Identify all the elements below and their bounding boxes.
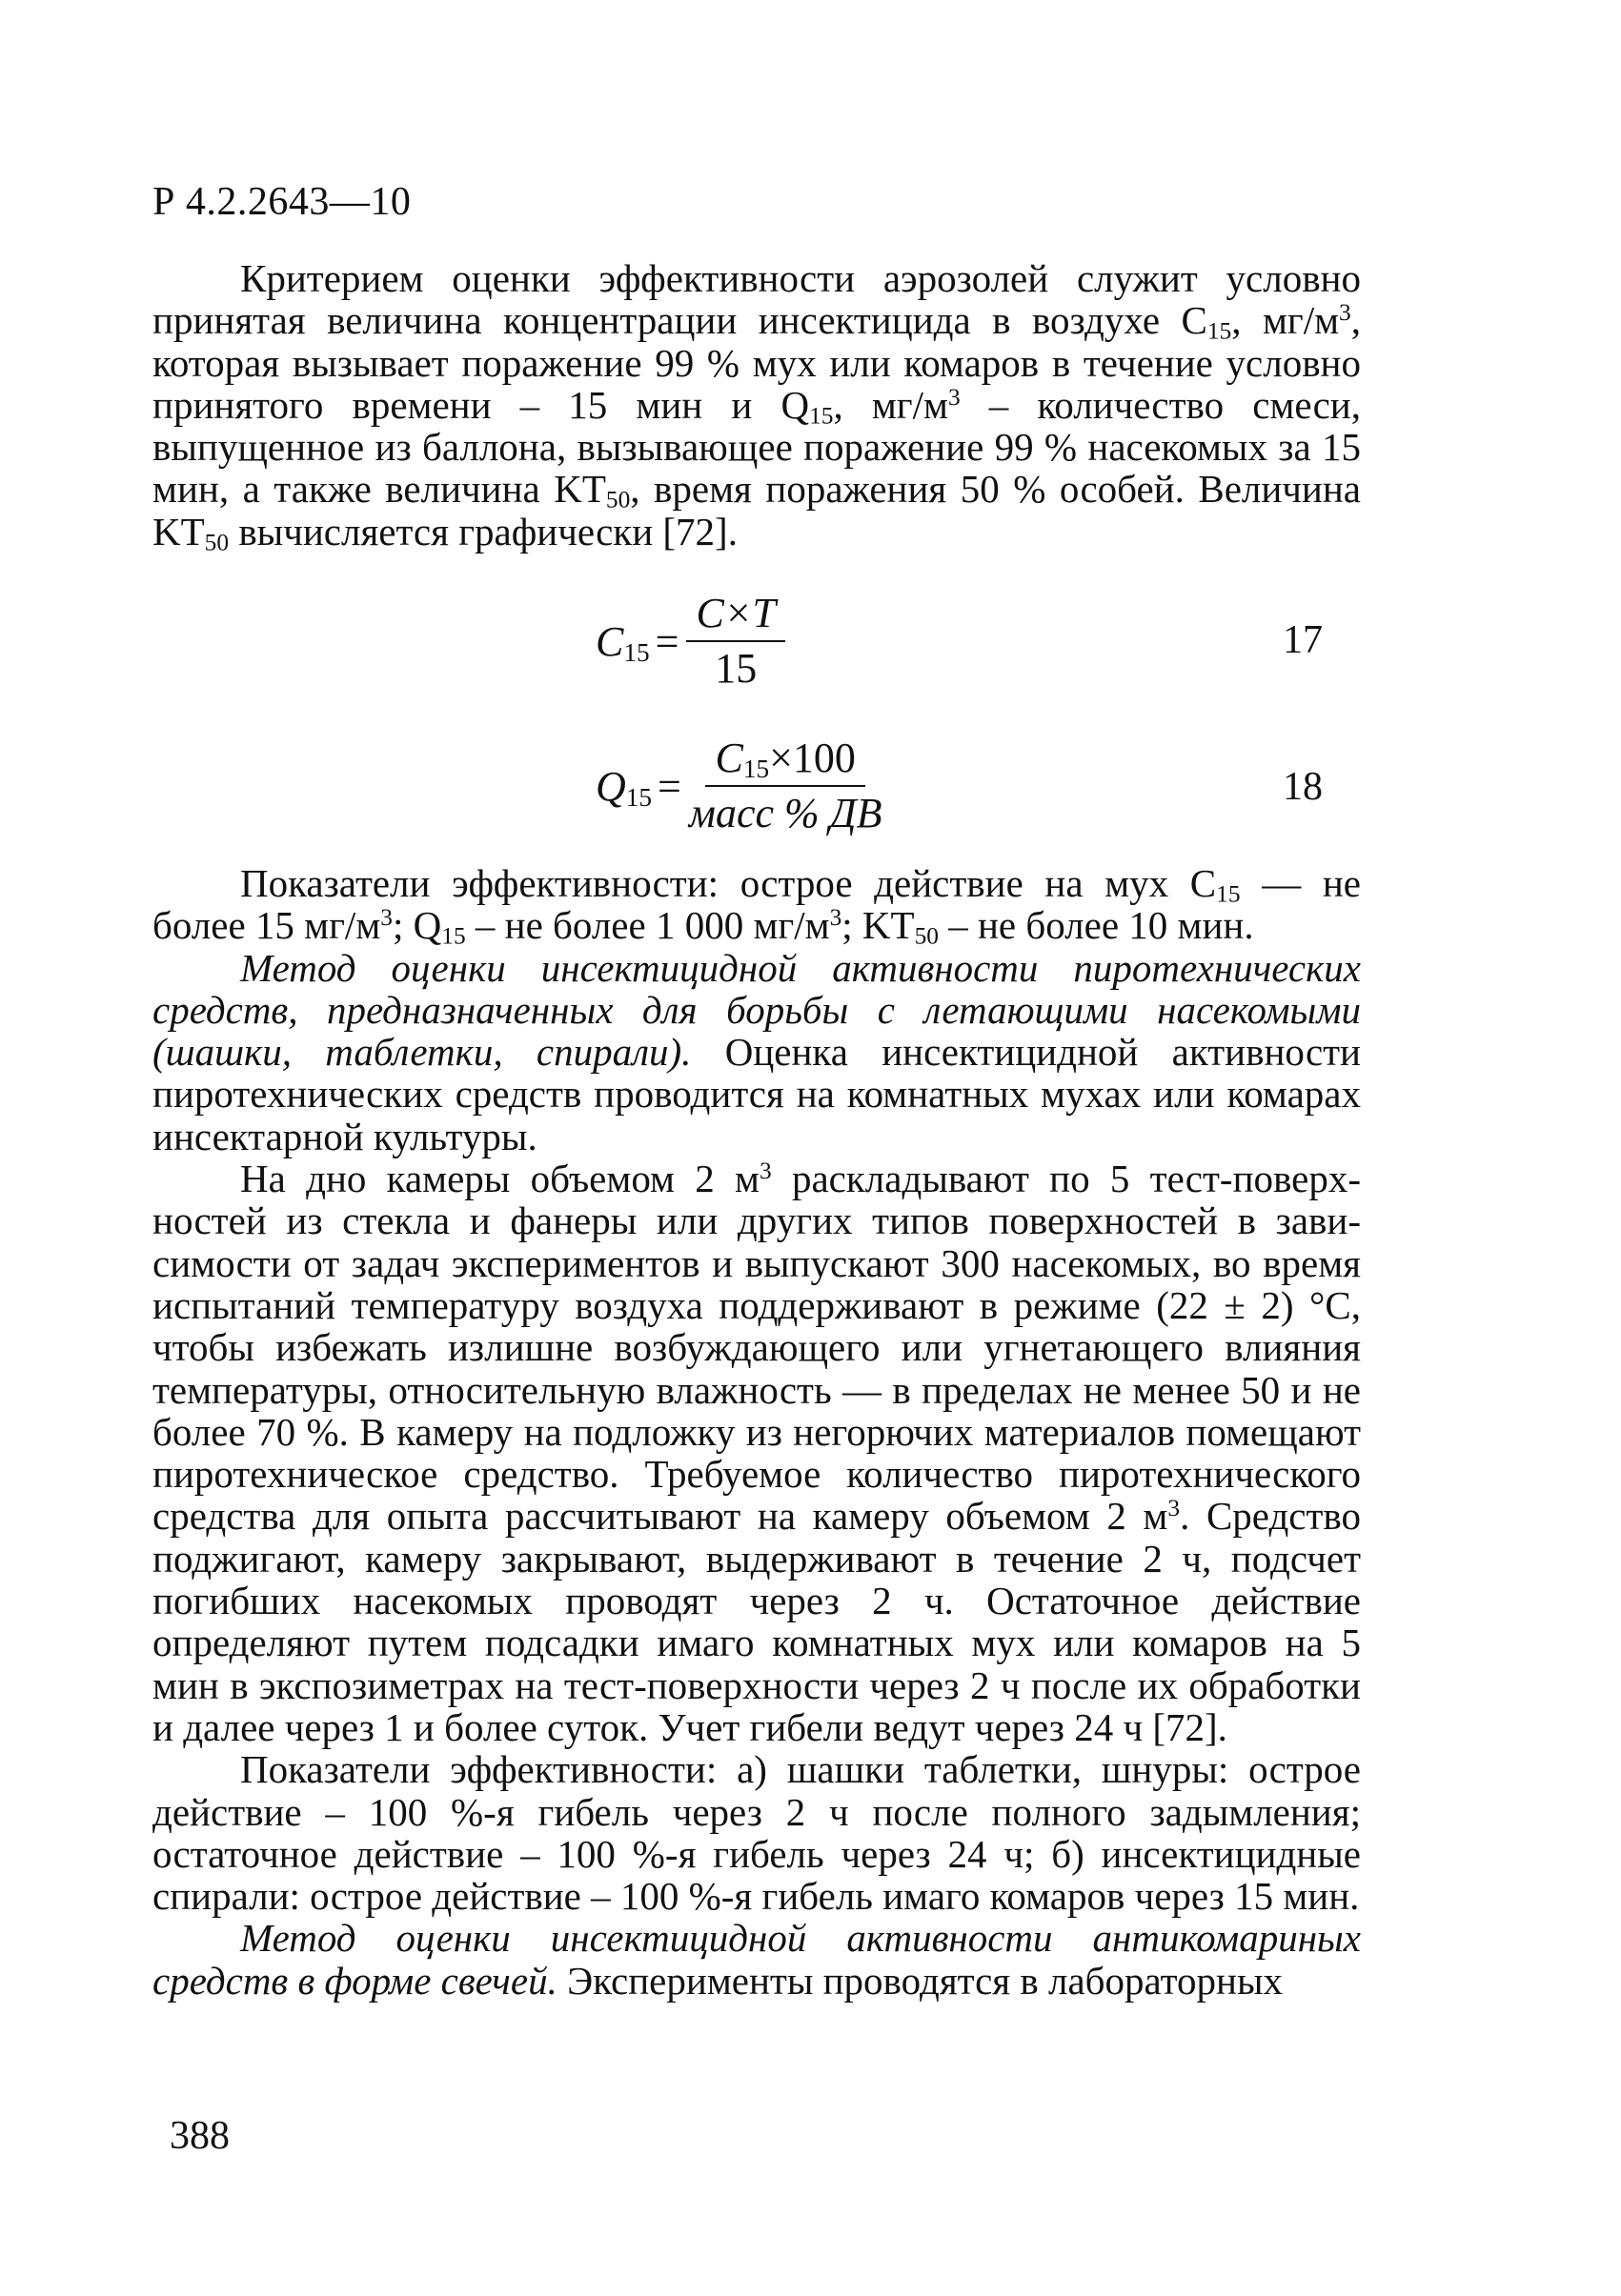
superscript: 3 bbox=[1339, 299, 1351, 327]
text-run: На дно камеры объемом 2 м bbox=[240, 1157, 760, 1201]
text-run: , которая вызывает поражение 99 % мух или комаров в течение условно принятого времени – 15 мин и Q bbox=[152, 298, 1361, 427]
text-run: Эксперименты проводятся в лабораторных bbox=[557, 1958, 1284, 2003]
superscript: 3 bbox=[760, 1158, 772, 1185]
formula-numerator: $C_{15}\times 100$ bbox=[705, 735, 864, 787]
text-run: вычисляется графически [72]. bbox=[229, 509, 738, 554]
superscript: 3 bbox=[380, 904, 393, 932]
method-title-candles: Метод оценки инсектицидной активности антикомариных средств в форме свечей. bbox=[152, 1916, 1361, 2003]
paragraph-chamber-procedure bbox=[152, 1158, 1361, 1748]
formula-numerator: C×T bbox=[686, 591, 785, 642]
method-title-pyrotechnic: Метод оценки инсектицидной активности пиротехнических средств, предназначенных для борьбы с летающими насекомыми (шашки, таблетки, спирали). bbox=[152, 945, 1361, 1075]
document-code-header: Р 4.2.2643—10 bbox=[152, 180, 412, 224]
text-run: ; KT bbox=[841, 903, 915, 948]
paragraph-criterion bbox=[152, 256, 1362, 556]
text-run: – не более 10 мин. bbox=[938, 903, 1254, 948]
subscript: 15 bbox=[1206, 317, 1232, 345]
subscript: 15 bbox=[441, 922, 466, 950]
formula-fraction bbox=[686, 591, 785, 692]
formula-denominator: 15 bbox=[715, 645, 758, 692]
text-run: , мг/м bbox=[1231, 298, 1340, 343]
paragraph-efficiency-pyrotechnic: Показатели эффективности: а) шашки таблетки, шнуры: острое действие – 100 %-я гибель через 2 ч после полного задымления; остаточное действие – 100 %-я гибель через 24 ч; б) инсектицидные спирали: острое действие – 100 %-я гибель имаго комаров через 15 мин. bbox=[152, 1747, 1361, 1919]
paragraph-pyrotechnic-method bbox=[152, 947, 1361, 1158]
formula-17 bbox=[596, 591, 785, 692]
text-block-top bbox=[152, 256, 1362, 556]
superscript: 3 bbox=[947, 383, 961, 411]
formula-equals: = bbox=[655, 617, 679, 665]
text-run: Критерием оценки эффективности аэрозолей служит условно принятая величина концентрации инсектицида в воздухе C bbox=[152, 256, 1361, 343]
formula-fraction bbox=[689, 735, 882, 836]
text-run: ; Q bbox=[392, 903, 442, 948]
formula-18 bbox=[596, 735, 882, 836]
subscript: 50 bbox=[914, 922, 939, 950]
text-run: Оценка инсектицидной активности пиротехнических средств проводится на комнатных мухах или комарах инсектарной культуры. bbox=[152, 1030, 1361, 1158]
text-run: . Средство поджигают, камеру закрывают, выдерживают в течение 2 ч, подсчет погибших насекомых проводят через 2 ч. Остаточное действие определяют путем подсадки имаго комнатных мух или комаров на 5 мин в экспозиметрах на тест-поверхности через 2 ч после их обработки и далее через 1 и более суток. Учет гибели ведут через 24 ч [72]. bbox=[152, 1494, 1361, 1749]
text-run: , мг/м bbox=[833, 382, 948, 427]
page-number: 388 bbox=[170, 2114, 230, 2158]
formula-equals: = bbox=[658, 762, 681, 810]
equation-number-18: 18 bbox=[1283, 765, 1323, 809]
text-run: Показатели эффективности: острое действие на мух C bbox=[240, 861, 1217, 905]
paragraph-efficiency-aerosols bbox=[152, 861, 1361, 950]
subscript: 15 bbox=[809, 402, 834, 430]
paragraph-candles-method bbox=[152, 1917, 1361, 2002]
text-run: , время поражения 50 % особей. Величина KT bbox=[152, 467, 1361, 554]
text-run: — не более 15 мг/м bbox=[152, 861, 1361, 948]
formula-lhs: $Q_{15}$ bbox=[596, 762, 653, 812]
text-run: – количество смеси, выпущенное из баллона, вызывающее поражение 99 % насекомых за 15 мин, а также величина KT bbox=[152, 382, 1362, 512]
subscript: 15 bbox=[1216, 880, 1241, 908]
subscript: 50 bbox=[204, 529, 230, 556]
superscript: 3 bbox=[829, 904, 842, 932]
text-block-main bbox=[152, 862, 1361, 2002]
text-run: – не более 1 000 мг/м bbox=[465, 903, 830, 948]
equation-number-17: 17 bbox=[1283, 618, 1323, 662]
formula-lhs: $C_{15}$ bbox=[596, 617, 650, 667]
subscript: 50 bbox=[605, 487, 631, 514]
superscript: 3 bbox=[1167, 1495, 1181, 1522]
formula-denominator: масс % ДВ bbox=[688, 790, 882, 836]
text-run: раскладывают по 5 тест-поверхностей из стекла и фанеры или других типов поверхностей в зависимости от задач экспериментов и выпускают 300 насекомых, во время испытаний температуру воздуха поддерживают в режиме (22 ± 2) °С, чтобы избежать излишне возбуждающего или угнетающего влияния температуры, относительную влажность — в пределах не менее 50 и не более 70 %. В камеру на подложку из негорючих материалов помещают пиротехническое средство. Требуемое количество пиротехнического средства для опыта рассчитывают на камеру объемом 2 м bbox=[152, 1157, 1361, 1539]
